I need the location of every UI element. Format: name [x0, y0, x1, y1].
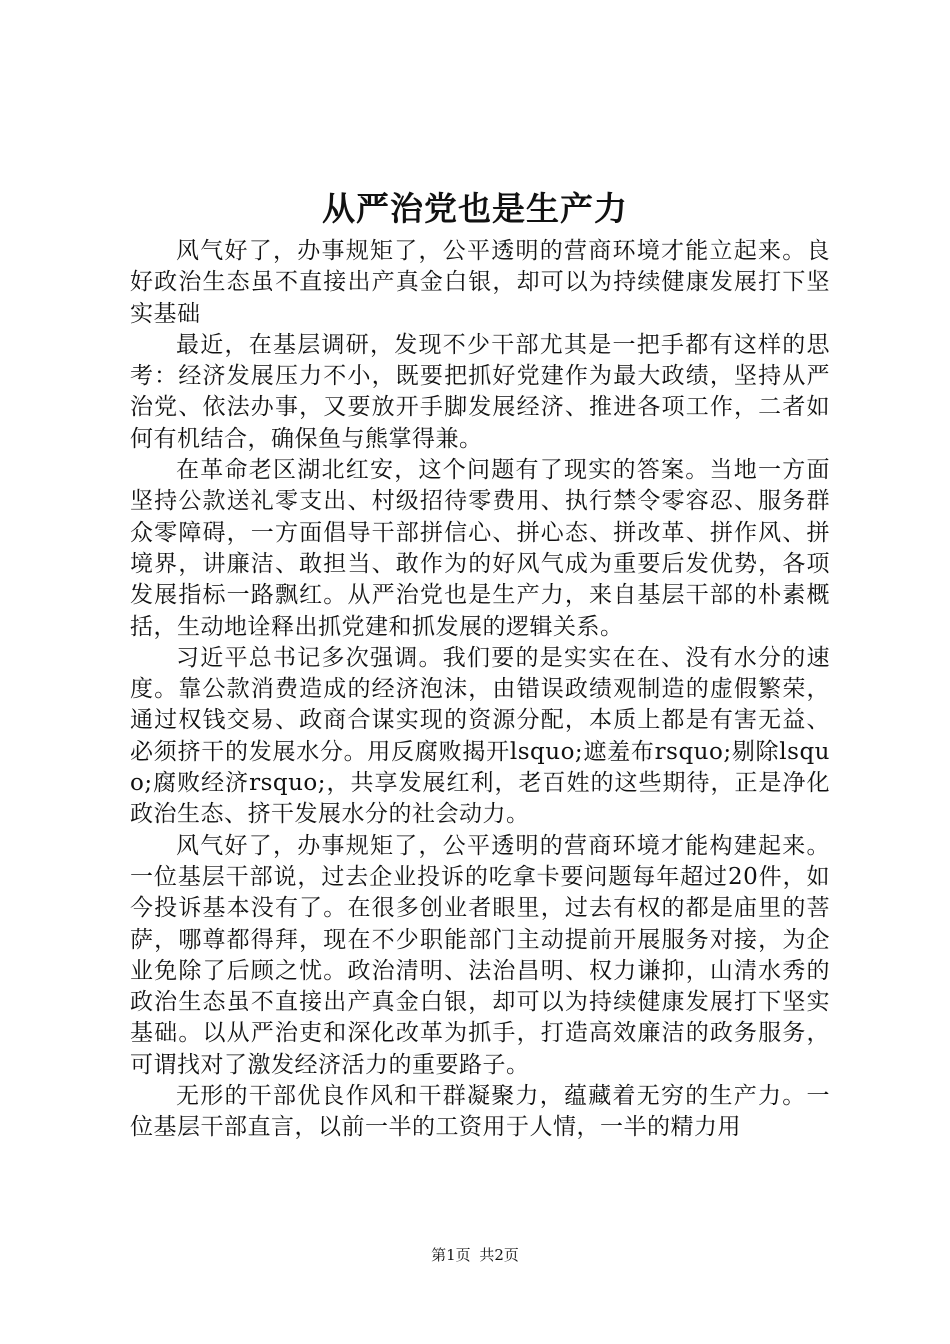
- document-body: [130, 236, 830, 1144]
- paragraph: 风气好了，办事规矩了，公平透明的营商环境才能构建起来。一位基层干部说，过去企业投诉的吃拿卡要问题每年超过20件，如今投诉基本没有了。在很多创业者眼里，过去有权的都是庙里的菩萨，哪尊都得拜，现在不少职能部门主动提前开展服务对接，为企业免除了后顾之忧。政治清明、法治昌明、权力谦抑，山清水秀的政治生态虽不直接出产真金白银，却可以为持续健康发展打下坚实基础。以从严治吏和深化改革为抓手，打造高效廉洁的政务服务，可谓找对了激发经济活力的重要路子。: [130, 832, 830, 1078]
- page-footer: [0, 1244, 950, 1266]
- page-total: 共2页: [479, 1246, 519, 1264]
- document-title: 从严治党也是生产力: [322, 189, 628, 228]
- paragraph: 习近平总书记多次强调。我们要的是实实在在、没有水分的速度。靠公款消费造成的经济泡沫，由错误政绩观制造的虚假繁荣，通过权钱交易、政商合谋实现的资源分配，本质上都是有害无益、必须挤干的发展水分。用反腐败揭开lsquo;遮羞布rsquo;剔除lsquo;腐败经济rsquo;，共享发展红利，老百姓的这些期待，正是净化政治生态、挤干发展水分的社会动力。: [130, 644, 830, 828]
- paragraph: 无形的干部优良作风和干群凝聚力，蕴藏着无穷的生产力。一位基层干部直言，以前一半的工资用于人情，一半的精力用: [130, 1083, 830, 1141]
- paragraph: 最近，在基层调研，发现不少干部尤其是一把手都有这样的思考：经济发展压力不小，既要把抓好党建作为最大政绩，坚持从严治党、依法办事，又要放开手脚发展经济、推进各项工作，二者如何有机结合，确保鱼与熊掌得兼。: [130, 331, 830, 452]
- page-number: 第1页: [431, 1246, 471, 1264]
- paragraph: 风气好了，办事规矩了，公平透明的营商环境才能立起来。良好政治生态虽不直接出产真金白银，却可以为持续健康发展打下坚实基础: [130, 238, 830, 327]
- paragraph: 在革命老区湖北红安，这个问题有了现实的答案。当地一方面坚持公款送礼零支出、村级招待零费用、执行禁令零容忍、服务群众零障碍，一方面倡导干部拼信心、拼心态、拼改革、拼作风、拼境界，讲廉洁、敢担当、敢作为的好风气成为重要后发优势，各项发展指标一路飘红。从严治党也是生产力，来自基层干部的朴素概括，生动地诠释出抓党建和抓发展的逻辑关系。: [130, 457, 830, 640]
